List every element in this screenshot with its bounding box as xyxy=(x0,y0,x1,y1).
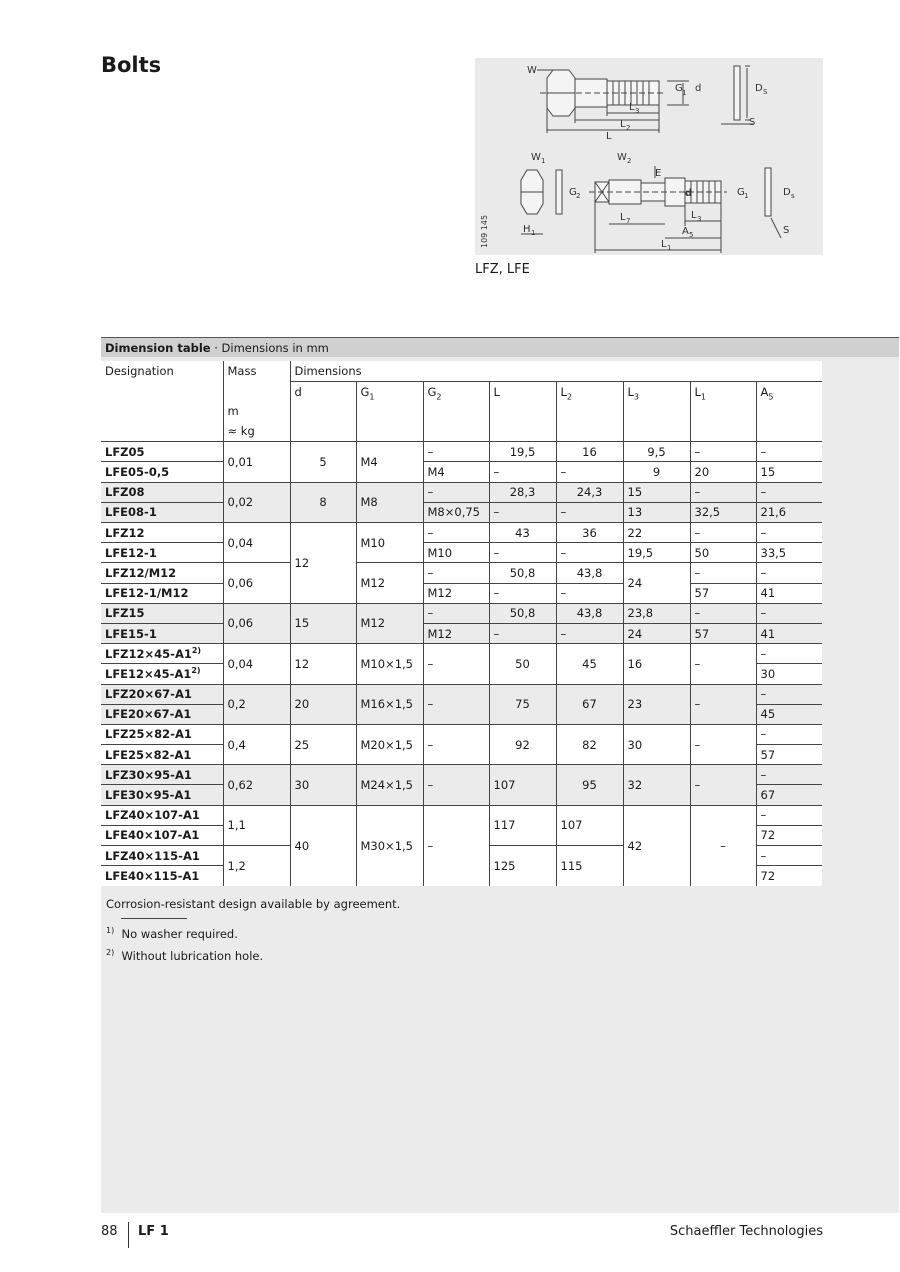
l-cell: – xyxy=(489,583,556,603)
l3-cell: 42 xyxy=(623,805,690,886)
l1-cell: 32,5 xyxy=(690,502,756,522)
l2-cell: – xyxy=(556,462,623,482)
designation-cell: LFZ05 xyxy=(101,442,223,462)
label-g1b: G xyxy=(737,187,745,198)
label-g1-sub: 1 xyxy=(682,89,687,97)
d-cell: 20 xyxy=(290,684,356,724)
mass-cell: 0,06 xyxy=(223,603,290,643)
l2-cell: 43,8 xyxy=(556,563,623,583)
designation-cell: LFE05-0,5 xyxy=(105,465,170,480)
l-cell: 117 xyxy=(489,805,556,845)
note-general: Corrosion-resistant design available by agreement. xyxy=(106,897,401,911)
l-cell: 28,3 xyxy=(489,482,556,502)
header-g2: $G_2$ xyxy=(423,381,489,442)
l3-cell: 32 xyxy=(623,765,690,805)
label-s2: S xyxy=(783,225,790,236)
label-h1-sub: 1 xyxy=(531,229,536,237)
l2-cell: – xyxy=(556,543,623,563)
label-w1: W xyxy=(531,152,541,163)
l1-cell: – xyxy=(690,684,756,724)
figure-caption: LFZ, LFE xyxy=(475,262,530,277)
designation-cell: LFE20×67-A1 xyxy=(105,707,192,722)
table-notes xyxy=(106,897,400,970)
a5-cell: – xyxy=(756,563,822,583)
a5-cell: – xyxy=(756,846,822,866)
footer-divider xyxy=(128,1222,129,1248)
a5-cell: 72 xyxy=(756,825,822,845)
g1-cell: M16×1,5 xyxy=(356,684,423,724)
l1-cell: – xyxy=(690,523,756,543)
l2-cell: 115 xyxy=(556,846,623,886)
l1-cell: – xyxy=(690,644,756,684)
g1-cell: M12 xyxy=(356,603,423,643)
a5-cell: – xyxy=(756,442,822,462)
l2-cell: 107 xyxy=(556,805,623,845)
header-a5: $A_5$ xyxy=(756,381,822,442)
header-d: d xyxy=(290,381,356,442)
footnote-rule xyxy=(121,918,187,919)
designation-cell: LFZ40×115-A1 xyxy=(101,846,223,866)
header-mass-unit: ≈ kg xyxy=(223,422,290,442)
a5-cell: 30 xyxy=(756,664,822,684)
g1-cell: M30×1,5 xyxy=(356,805,423,886)
designation-cell: LFZ15 xyxy=(101,603,223,623)
footnote-1: $^{1)}$ No washer required. xyxy=(106,926,238,941)
l3-cell: 16 xyxy=(623,644,690,684)
label-ds: D xyxy=(755,83,763,94)
l3-cell: 22 xyxy=(623,523,690,543)
g2-cell: – xyxy=(423,523,489,543)
l3-cell: 24 xyxy=(623,563,690,603)
header-mass-symbol: m xyxy=(223,401,290,421)
footnote-2: $^{2)}$ Without lubrication hole. xyxy=(106,947,264,963)
mass-cell: 1,2 xyxy=(223,846,290,886)
l-cell: 19,5 xyxy=(489,442,556,462)
label-l: L xyxy=(606,131,612,142)
designation-cell: LFZ30×95-A1 xyxy=(101,765,223,785)
a5-cell: 41 xyxy=(756,623,822,643)
mass-cell: 0,06 xyxy=(223,563,290,603)
designation-cell: LFZ12/M12 xyxy=(101,563,223,583)
a5-cell: 57 xyxy=(756,745,822,765)
g2-cell: – xyxy=(423,765,489,805)
header-mass: Mass xyxy=(223,361,290,381)
dimension-table-panel xyxy=(101,337,899,1213)
g2-cell: M12 xyxy=(423,583,489,603)
l1-cell: – xyxy=(690,765,756,805)
label-l3-sub: 3 xyxy=(635,107,640,115)
d-cell: 12 xyxy=(290,644,356,684)
label-w: W xyxy=(527,65,537,76)
brand-name: Schaeffler Technologies xyxy=(669,1224,823,1239)
label-h1: H xyxy=(523,224,531,235)
a5-cell: 72 xyxy=(756,866,822,886)
g2-cell: – xyxy=(423,805,489,886)
dimension-table xyxy=(101,361,822,886)
label-w1-sub: 1 xyxy=(541,157,546,165)
header-l2: $L_2$ xyxy=(556,381,623,442)
label-w2-sub: 2 xyxy=(627,157,632,165)
label-s: S xyxy=(749,117,756,128)
label-l2: L xyxy=(620,119,626,130)
mass-cell: 0,2 xyxy=(223,684,290,724)
a5-cell: 67 xyxy=(756,785,822,805)
l2-cell: 45 xyxy=(556,644,623,684)
a5-cell: – xyxy=(756,482,822,502)
l2-cell: 95 xyxy=(556,765,623,805)
l2-cell: 67 xyxy=(556,684,623,724)
label-w2: W xyxy=(617,152,627,163)
g2-cell: M10 xyxy=(423,543,489,563)
label-ds-sub: S xyxy=(763,88,768,96)
section-label: LF 1 xyxy=(138,1224,169,1239)
l3-cell: 19,5 xyxy=(623,543,690,563)
page-footer xyxy=(101,1224,823,1244)
l1-cell: – xyxy=(690,442,756,462)
designation-cell: LFZ40×107-A1 xyxy=(101,805,223,825)
designation-cell: LFE12-1/M12 xyxy=(105,586,189,601)
label-a5-sub: 5 xyxy=(689,231,694,239)
l-cell: – xyxy=(489,502,556,522)
header-l3: $L_3$ xyxy=(623,381,690,442)
g2-cell: – xyxy=(423,724,489,764)
l1-cell: 57 xyxy=(690,583,756,603)
designation-cell: LFE40×115-A1 xyxy=(105,869,200,884)
d-cell: 15 xyxy=(290,603,356,643)
g1-cell: M24×1,5 xyxy=(356,765,423,805)
l-cell: 50 xyxy=(489,644,556,684)
l3-cell: 13 xyxy=(623,502,690,522)
label-l3b: L xyxy=(691,210,697,221)
a5-cell: – xyxy=(756,765,822,785)
l3-cell: 24 xyxy=(623,623,690,643)
g2-cell: – xyxy=(423,684,489,724)
designation-cell: LFE12-1 xyxy=(105,545,157,560)
mass-cell: 0,01 xyxy=(223,442,290,482)
label-g2: G xyxy=(569,187,577,198)
g2-cell: M4 xyxy=(423,462,489,482)
l-cell: – xyxy=(489,462,556,482)
l1-cell: 50 xyxy=(690,543,756,563)
designation-cell: $LFZ12\times 45-A1^{2)}$ xyxy=(101,644,223,664)
mass-cell: 0,62 xyxy=(223,765,290,805)
mass-cell: 0,4 xyxy=(223,724,290,764)
label-a5: A xyxy=(682,226,689,237)
a5-cell: – xyxy=(756,805,822,825)
label-g2-sub: 2 xyxy=(576,192,581,200)
g2-cell: M8×0,75 xyxy=(423,502,489,522)
designation-cell: LFZ12 xyxy=(101,523,223,543)
g2-cell: – xyxy=(423,603,489,623)
table-heading-rest: · Dimensions in mm xyxy=(210,341,329,355)
label-l2-sub: 2 xyxy=(626,124,631,132)
designation-cell: LFE15-1 xyxy=(105,626,157,641)
l3-cell: 9 xyxy=(623,462,690,482)
l1-cell: 57 xyxy=(690,623,756,643)
a5-cell: – xyxy=(756,603,822,623)
a5-cell: 21,6 xyxy=(756,502,822,522)
label-g1: G xyxy=(675,83,683,94)
a5-cell: 45 xyxy=(756,704,822,724)
label-d: d xyxy=(695,83,702,94)
header-dimensions: Dimensions xyxy=(290,361,822,381)
l-cell: 92 xyxy=(489,724,556,764)
l-cell: – xyxy=(489,543,556,563)
l1-cell: – xyxy=(690,563,756,583)
a5-cell: 41 xyxy=(756,583,822,603)
g2-cell: – xyxy=(423,482,489,502)
a5-cell: – xyxy=(756,644,822,664)
l2-cell: 43,8 xyxy=(556,603,623,623)
g1-cell: M20×1,5 xyxy=(356,724,423,764)
table-heading xyxy=(101,337,899,357)
g2-cell: – xyxy=(423,644,489,684)
g1-cell: M12 xyxy=(356,563,423,603)
designation-cell: LFE40×107-A1 xyxy=(101,825,223,845)
g1-cell: M8 xyxy=(356,482,423,522)
header-designation: Designation xyxy=(105,364,174,378)
l-cell: – xyxy=(489,623,556,643)
l-cell: 50,8 xyxy=(489,603,556,623)
a5-cell: 15 xyxy=(756,462,822,482)
l1-cell: – xyxy=(690,603,756,623)
l-cell: 50,8 xyxy=(489,563,556,583)
l3-cell: 23,8 xyxy=(623,603,690,623)
g2-cell: – xyxy=(423,442,489,462)
designation-cell: LFE30×95-A1 xyxy=(105,788,192,803)
label-ds2-sub: s xyxy=(791,192,795,200)
l1-cell: – xyxy=(690,482,756,502)
l3-cell: 9,5 xyxy=(623,442,690,462)
mass-cell: 0,02 xyxy=(223,482,290,522)
label-l7: L xyxy=(620,212,626,223)
l3-cell: 15 xyxy=(623,482,690,502)
table-heading-bold: Dimension table xyxy=(105,341,211,355)
header-l1: $L_1$ xyxy=(690,381,756,442)
l2-cell: 82 xyxy=(556,724,623,764)
label-g1b-sub: 1 xyxy=(744,192,749,200)
label-l1-sub: 1 xyxy=(667,244,672,252)
a5-cell: 33,5 xyxy=(756,543,822,563)
page-title: Bolts xyxy=(101,53,162,77)
l-cell: 125 xyxy=(489,846,556,886)
header-l: L xyxy=(489,381,556,442)
figure-number: 109 145 xyxy=(480,214,489,248)
label-l1: L xyxy=(661,239,667,250)
d-cell: 40 xyxy=(290,805,356,886)
l-cell: 107 xyxy=(489,765,556,805)
mass-cell: 0,04 xyxy=(223,644,290,684)
designation-cell: LFZ20×67-A1 xyxy=(101,684,223,704)
designation-cell: LFZ08 xyxy=(101,482,223,502)
l2-cell: – xyxy=(556,623,623,643)
l2-cell: – xyxy=(556,583,623,603)
label-ds2: D xyxy=(783,187,791,198)
designation-cell: LFE08-1 xyxy=(105,505,157,520)
g1-cell: M4 xyxy=(356,442,423,482)
g2-cell: M12 xyxy=(423,623,489,643)
label-e: E xyxy=(655,168,662,179)
designation-cell: LFE25×82-A1 xyxy=(105,747,192,762)
a5-cell: – xyxy=(756,724,822,744)
l-cell: 75 xyxy=(489,684,556,724)
l1-cell: – xyxy=(690,805,756,886)
g1-cell: M10 xyxy=(356,523,423,563)
l2-cell: 16 xyxy=(556,442,623,462)
l2-cell: – xyxy=(556,502,623,522)
d-cell: 5 xyxy=(290,442,356,482)
technical-drawing xyxy=(475,58,823,255)
label-l3b-sub: 3 xyxy=(697,215,702,223)
designation-cell: LFZ25×82-A1 xyxy=(101,724,223,744)
d-cell: 8 xyxy=(290,482,356,522)
l2-cell: 24,3 xyxy=(556,482,623,502)
l1-cell: – xyxy=(690,724,756,764)
l3-cell: 23 xyxy=(623,684,690,724)
page-number: 88 xyxy=(101,1224,118,1239)
designation-cell: $LFE12\times 45-A1^{2)}$ xyxy=(105,666,201,682)
a5-cell: – xyxy=(756,523,822,543)
table-cell xyxy=(223,381,290,401)
mass-cell: 0,04 xyxy=(223,523,290,563)
g2-cell: – xyxy=(423,563,489,583)
l1-cell: 20 xyxy=(690,462,756,482)
label-l3: L xyxy=(629,102,635,113)
d-cell: 30 xyxy=(290,765,356,805)
mass-cell: 1,1 xyxy=(223,805,290,845)
header-g1: $G_1$ xyxy=(356,381,423,442)
label-l7-sub: 7 xyxy=(626,217,631,225)
l-cell: 43 xyxy=(489,523,556,543)
d-cell: 12 xyxy=(290,523,356,604)
d-cell: 25 xyxy=(290,724,356,764)
l2-cell: 36 xyxy=(556,523,623,543)
a5-cell: – xyxy=(756,684,822,704)
label-d2: d xyxy=(685,188,693,199)
g1-cell: M10×1,5 xyxy=(356,644,423,684)
l3-cell: 30 xyxy=(623,724,690,764)
